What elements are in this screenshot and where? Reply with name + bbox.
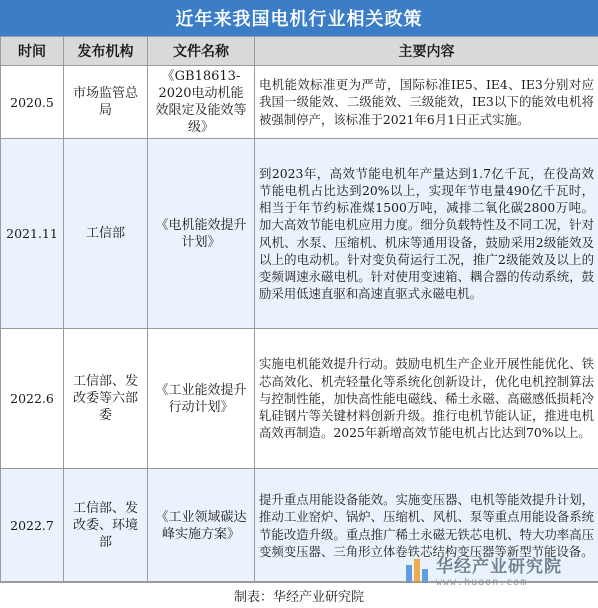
cell-content: 提升重点用能设备能效。实施变压器、电机等能效提升计划，推动工业窑炉、锅炉、压缩机、风机、泵等重点用能设备系统节能改造升级。重点推广稀土永磁无铁芯电机、特大功率高压变频变压器、三角形立体卷铁芯结构变压器等新型节能设备。 — [255, 469, 598, 583]
cell-file: 《GB18613-2020电动机能效限定及能效等级》 — [148, 66, 255, 139]
cell-time: 2021.11 — [1, 139, 64, 329]
cell-time: 2022.6 — [1, 329, 64, 469]
cell-file: 《工业领域碳达峰实施方案》 — [148, 469, 255, 583]
cell-org: 市场监管总局 — [64, 66, 148, 139]
table-row — [1, 66, 598, 139]
cell-content: 到2023年，高效节能电机年产量达到1.7亿千瓦，在役高效节能电机占比达到20%以上，实现年节电量490亿千瓦时，相当于年节约标准煤1500万吨，减排二氧化碳2800万吨。加大高效节能电机应用力度。细分负载特性及不同工况，针对风机、水泵、压缩机、机床等通用设备，鼓励采用2级能效及以上的电动机。针对变负荷运行工况，推广2级能效及以上的变频调速永磁电机。针对使用变速箱、耦合器的传动系统，鼓励采用低速直驱和高速直驱式永磁电机。 — [255, 139, 598, 329]
header-org: 发布机构 — [64, 37, 148, 66]
cell-content: 实施电机能效提升行动。鼓励电机生产企业开展性能优化、铁芯高效化、机壳轻量化等系统化创新设计，优化电机控制算法与控制性能，加快高性能电磁线、稀土永磁、高磁感低损耗冷轧硅钢片等关键材料创新升级。推行电机节能认证，推进电机高效再制造。2025年新增高效节能电机占比达到70%以上。 — [255, 329, 598, 469]
watermark-name: 华经产业研究院 — [436, 552, 562, 577]
cell-time: 2020.5 — [1, 66, 64, 139]
table-row — [1, 139, 598, 329]
table-title: 近年来我国电机行业相关政策 — [0, 0, 598, 36]
header-time: 时间 — [1, 37, 64, 66]
header-file: 文件名称 — [148, 37, 255, 66]
header-content: 主要内容 — [255, 37, 598, 66]
table-footer: 制表：华经产业研究院 — [0, 581, 598, 608]
cell-org: 工信部、发改委等六部委 — [64, 329, 148, 469]
header-row — [1, 37, 598, 66]
cell-file: 《工业能效提升行动计划》 — [148, 329, 255, 469]
watermark-url: www.huaon.com — [436, 577, 562, 588]
cell-file: 《电机能效提升计划》 — [148, 139, 255, 329]
cell-time: 2022.7 — [1, 469, 64, 583]
cell-org: 工信部 — [64, 139, 148, 329]
policy-table — [0, 36, 598, 583]
table-row — [1, 329, 598, 469]
cell-org: 工信部、发改委、环境部 — [64, 469, 148, 583]
cell-content: 电机能效标准更为严苛，国际标准IE5、IE4、IE3分别对应我国一级能效、二级能效、三级能效，IE3以下的能效电机将被强制停产，该标准于2021年6月1日正式实施。 — [255, 66, 598, 139]
